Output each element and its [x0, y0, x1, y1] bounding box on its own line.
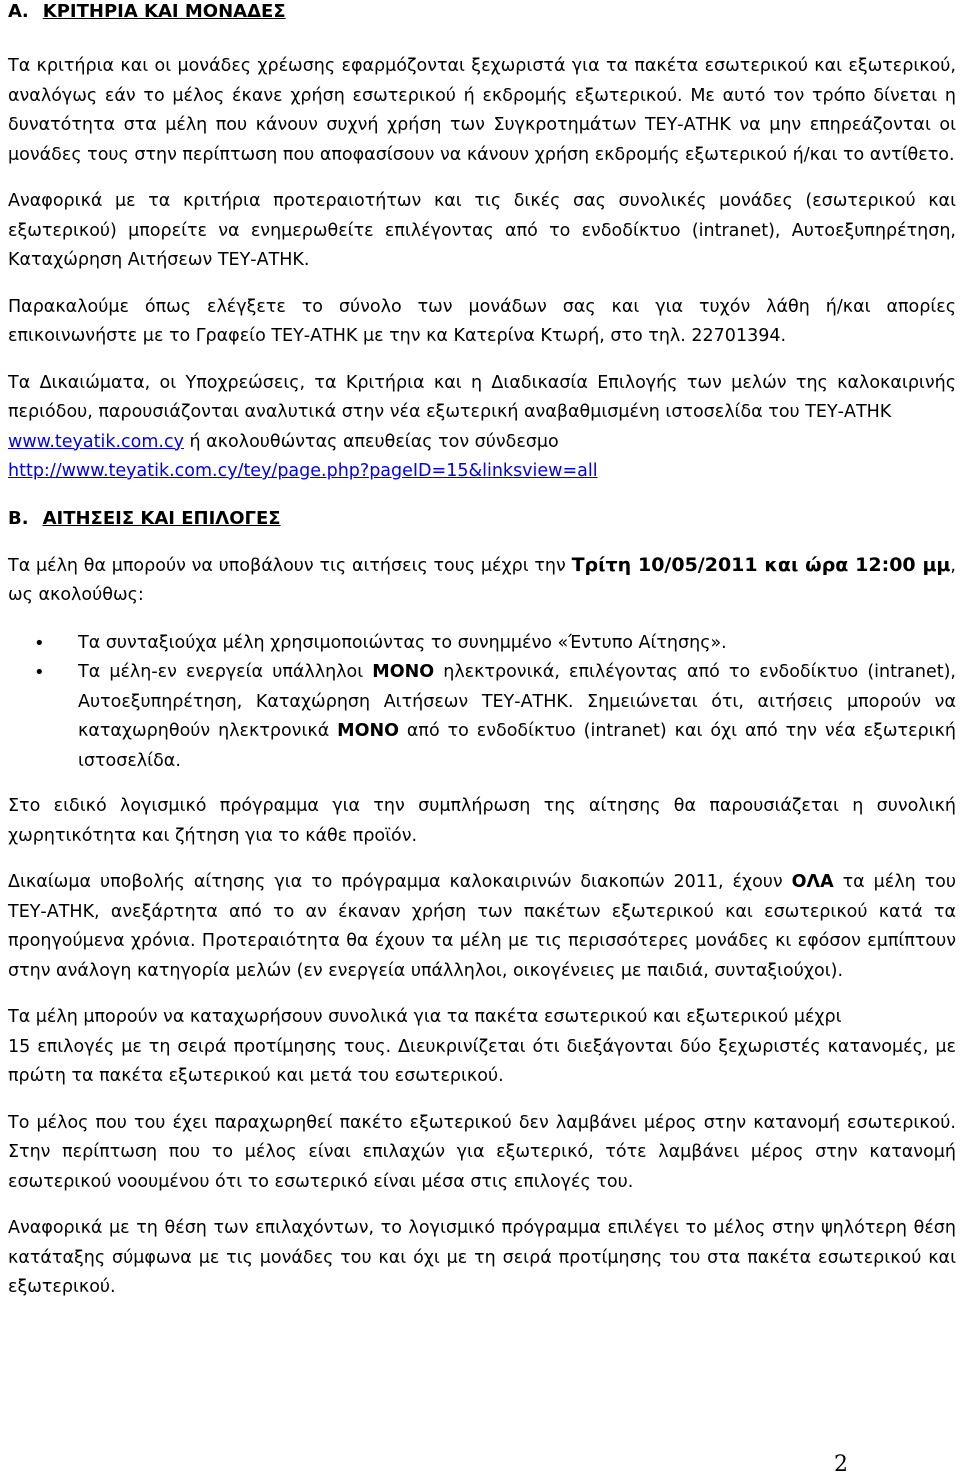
bullet-2-only-2: ΜΟΝΟ	[337, 721, 399, 741]
section-b-letter: Β.	[8, 507, 29, 529]
section-a-paragraph-4-text: Τα Δικαιώματα, οι Υποχρεώσεις, τα Κριτήρια και η Διαδικασία Επιλογής των μελών της καλοκαιρινής περιόδου, παρουσιάζονται αναλυτικά στην νέα εξωτερική αναβαθμισμένη ιστοσελίδα του ΤΕΥ-ΑΤΗΚ	[8, 372, 956, 422]
section-a-letter: Α.	[8, 1, 29, 22]
section-a-paragraph-1: Τα κριτήρια και οι μονάδες χρέωσης εφαρμόζονται ξεχωριστά για τα πακέτα εσωτερικού και εξωτερικού, αναλόγως εάν το μέλος έκανε χρήση εσωτερικού ή εκδρομής εξωτερικού. Με αυτό τον τρόπο δίνεται η δυνατότητα στα μέλη που κάνουν συχνή χρήση των Συγκροτημάτων ΤΕΥ-ΑΤΗΚ να μην επηρεάζονται οι μονάδες τους στην περίπτωση που αποφασίσουν να κάνουν χρήση εκδρομής εξωτερικού ή/και το αντίθετο.	[8, 56, 956, 165]
bullet-2-text-d: από το ενδοδίκτυο (intranet) και όχι από την νέα εξωτερική ιστοσελίδα.	[78, 721, 956, 771]
section-b-paragraph-6-a: Δικαίωμα υποβολής αίτησης για το πρόγραμμα καλοκαιρινών διακοπών 2011, έχουν	[8, 872, 792, 892]
section-b-heading	[8, 507, 956, 531]
bullet-1-text: Τα συνταξιούχα μέλη χρησιμοποιώντας το συνημμένο «Έντυπο Αίτησης».	[78, 632, 727, 653]
section-b-intro	[8, 551, 956, 611]
deadline-text: Τρίτη 10/05/2011 και ώρα 12:00 μμ	[571, 553, 951, 576]
section-a-paragraph-2: Αναφορικά με τα κριτήρια προτεραιοτήτων και τις δικές σας συνολικές μονάδες (εσωτερικού και εξωτερικού) μπορείτε να ενημερωθείτε επιλέγοντας από το ενδοδίκτυο (intranet), Αυτοεξυπηρέτηση, Καταχώρηση Αιτήσεων ΤΕΥ-ΑΤΗΚ.	[8, 191, 956, 270]
bullet-2-text-a: Τα μέλη-εν ενεργεία υπάλληλοι	[78, 662, 373, 682]
list-item	[8, 629, 956, 659]
application-methods-list	[8, 629, 956, 777]
document-content	[8, 0, 956, 1303]
bullet-2-only-1: ΜΟΝΟ	[372, 662, 435, 682]
bullet-icon: •	[34, 632, 45, 654]
section-b-paragraph-6-all: ΟΛΑ	[791, 872, 834, 892]
section-b-paragraph-5: Στο ειδικό λογισμικό πρόγραμμα για την συμπλήρωση της αίτησης θα παρουσιάζεται η συνολική χωρητικότητα και ζήτηση για το κάθε προϊόν.	[8, 796, 956, 846]
page-number: 2	[834, 1452, 848, 1477]
section-a-heading	[8, 0, 956, 24]
website-link[interactable]: www.teyatik.com.cy	[8, 431, 184, 452]
section-b-paragraph-8: Το μέλος που του έχει παραχωρηθεί πακέτο εξωτερικού δεν λαμβάνει μέρος στην κατανομή εσωτερικού. Στην περίπτωση που το μέλος είναι επιλαχών για εξωτερικό, τότε λαμβάνει μέρος στην κατανομή εσωτερικού νοουμένου ότι το εσωτερικό είναι μέσα στις επιλογές του.	[8, 1112, 956, 1192]
section-b-title: ΑΙΤΗΣΕΙΣ ΚΑΙ ΕΠΙΛΟΓΕΣ	[42, 507, 281, 529]
direct-page-link[interactable]: http://www.teyatik.com.cy/tey/page.php?pageID=15&linksview=all	[8, 461, 598, 481]
section-b-paragraph-6-b: τα μέλη του ΤΕΥ-ΑΤΗΚ, ανεξάρτητα από το αν έκαναν χρήση των πακέτων εξωτερικού και εσωτερικού κατά τα προηγούμενα χρόνια. Προτεραιότητα θα έχουν τα μέλη με τις περισσότερες μονάδες κι εφόσον εμπίπτουν στην ανάλογη κατηγορία μελών (εν ενεργεία υπάλληλοι, οικογένειες με παιδιά, συνταξιούχοι).	[8, 872, 957, 981]
section-a-paragraph-3: Παρακαλούμε όπως ελέγξετε το σύνολο των μονάδων σας και για τυχόν λάθη ή/και απορίες επικοινωνήστε με το Γραφείο ΤΕΥ-ΑΤΗΚ με την κα Κατερίνα Κτωρή, στο τηλ. 22701394.	[8, 296, 956, 346]
section-a-title: ΚΡΙΤΗΡΙΑ ΚΑΙ ΜΟΝΑΔΕΣ	[42, 1, 286, 22]
section-a-paragraph-4	[8, 369, 956, 487]
section-b-paragraph-7	[8, 1003, 956, 1092]
section-b-paragraph-9: Αναφορικά με τη θέση των επιλαχόντων, το λογισμικό πρόγραμμα επιλέγει το μέλος στην ψηλότερη θέση κατάταξης σύμφωνα με τις μονάδες του και όχι με τη σειρά προτίμησης του στα πακέτα εσωτερικού και εξωτερικού.	[8, 1218, 956, 1297]
section-b-intro-pre: Τα μέλη θα μπορούν να υποβάλουν τις αιτήσεις τους μέχρι την	[8, 555, 572, 576]
section-a-paragraph-4-mid: ή ακολουθώντας απευθείας τον σύνδεσμο	[183, 431, 559, 452]
list-item	[8, 658, 956, 776]
section-b-intro-post: , ως ακολούθως:	[8, 555, 956, 605]
bullet-icon: •	[34, 662, 45, 683]
section-b-paragraph-7-rest: 15 επιλογές με τη σειρά προτίμησης τους. Διευκρινίζεται ότι διεξάγονται δύο ξεχωριστές κατανομές, με πρώτη τα πακέτα εξωτερικού και μετά του εσωτερικού.	[8, 1036, 956, 1086]
section-b-paragraph-7-line-1: Τα μέλη μπορούν να καταχωρήσουν συνολικά για τα πακέτα εσωτερικού και εξωτερικού μέχρι	[8, 1007, 842, 1027]
section-b-paragraph-6	[8, 868, 956, 986]
bullet-2-text-c: ηλεκτρονικά, επιλέγοντας από το ενδοδίκτυο (intranet), Αυτοεξυπηρέτηση, Καταχώρηση Αιτήσεων ΤΕΥ-ΑΤΗΚ. Σημειώνεται ότι, αιτήσεις μπορούν να καταχωρηθούν ηλεκτρονικά	[78, 662, 956, 741]
